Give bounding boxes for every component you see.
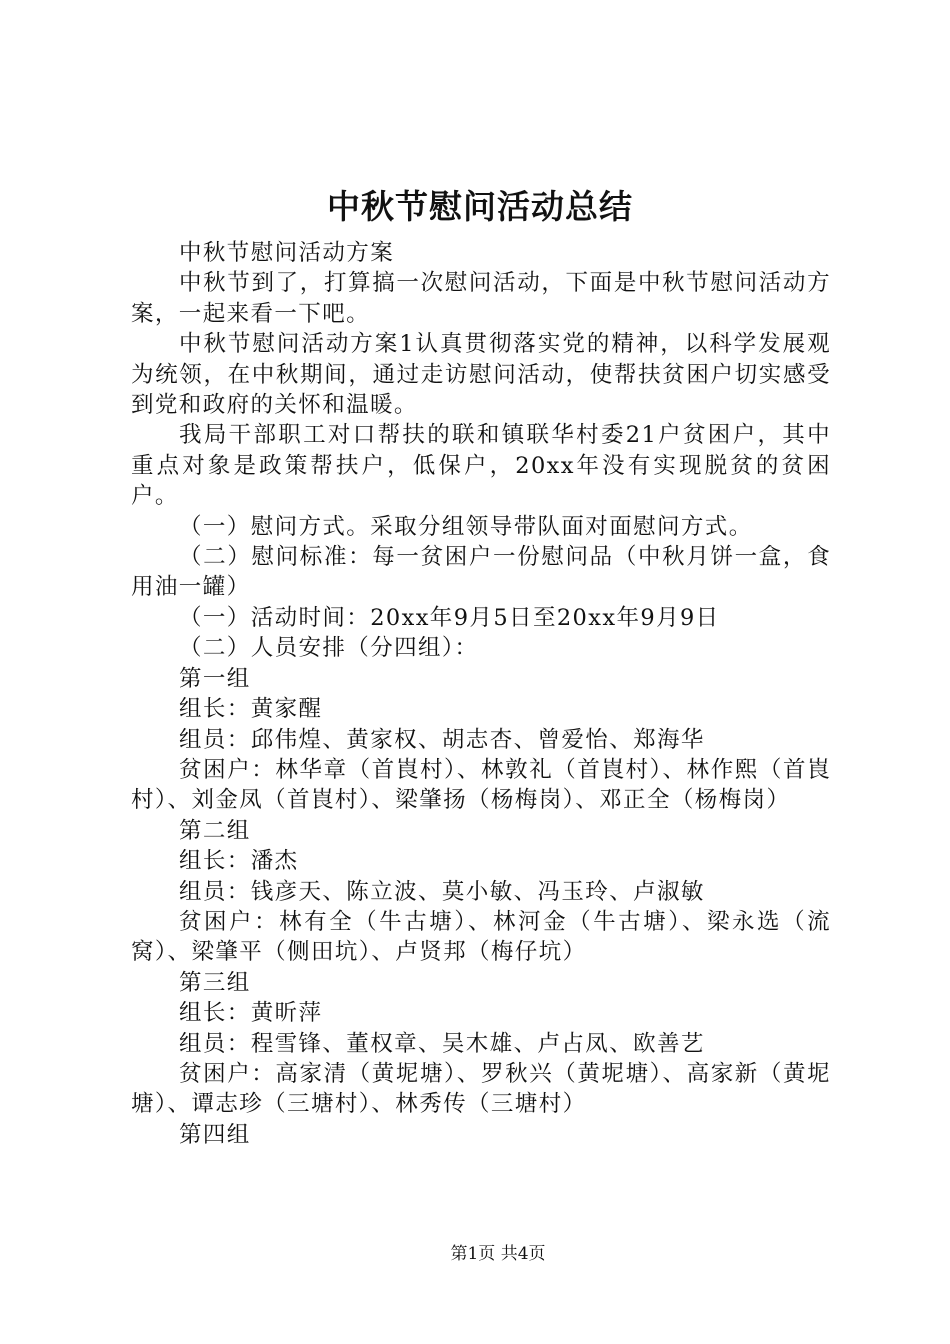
paragraph: （一）活动时间：20xx年9月5日至20xx年9月9日	[179, 604, 720, 631]
paragraph: 中秋节慰问活动方案1认真贯彻落实党的精神，以科学发展观为统领，在中秋期间，通过走访慰问活动，使帮扶贫困户切实感受到党和政府的关怀和温暖。	[131, 331, 831, 419]
paragraph: 贫困户：林华章（首崀村）、林敦礼（首崀村）、林作熙（首崀村）、刘金凤（首崀村）、梁肇扬（杨梅岗）、邓正全（杨梅岗）	[131, 756, 831, 814]
paragraph: （一）慰问方式。采取分组领导带队面对面慰问方式。	[179, 513, 753, 540]
paragraph: 我局干部职工对口帮扶的联和镇联华村委21户贫困户，其中重点对象是政策帮扶户，低保户，20xx年没有实现脱贫的贫困户。	[131, 422, 831, 510]
paragraph: 第二组	[179, 817, 251, 844]
paragraph: （二）慰问标准：每一贫困户一份慰问品（中秋月饼一盒，食用油一罐）	[131, 544, 831, 601]
document-title: 中秋节慰问活动总结	[327, 187, 633, 226]
paragraph: 第四组	[179, 1121, 251, 1148]
page-footer: 第1页 共4页	[450, 1244, 546, 1264]
paragraph: 组员：程雪锋、董权章、吴木雄、卢占凤、欧善艺	[179, 1030, 705, 1057]
paragraph: 中秋节到了，打算搞一次慰问活动，下面是中秋节慰问活动方案，一起来看一下吧。	[131, 270, 831, 327]
document-body	[131, 238, 831, 1150]
paragraph: 组长：黄家醒	[179, 696, 323, 723]
paragraph: 第一组	[179, 665, 251, 692]
paragraph: 组员：钱彦天、陈立波、莫小敏、冯玉玲、卢淑敏	[179, 878, 705, 905]
paragraph: 组长：潘杰	[179, 848, 299, 875]
paragraph: 第三组	[179, 969, 251, 996]
paragraph: （二）人员安排（分四组）：	[179, 635, 479, 662]
paragraph: 组长：黄昕萍	[179, 1000, 323, 1027]
paragraph: 中秋节慰问活动方案	[179, 240, 395, 266]
paragraph: 贫困户：高家清（黄坭塘）、罗秋兴（黄坭塘）、高家新（黄坭塘）、谭志珍（三塘村）、林秀传（三塘村）	[131, 1060, 831, 1118]
paragraph: 贫困户：林有全（牛古塘）、林河金（牛古塘）、梁永选（流窝）、梁肇平（侧田坑）、卢贤邦（梅仔坑）	[131, 908, 831, 966]
paragraph: 组员：邱伟煌、黄家权、胡志杏、曾爱怡、郑海华	[179, 726, 705, 753]
